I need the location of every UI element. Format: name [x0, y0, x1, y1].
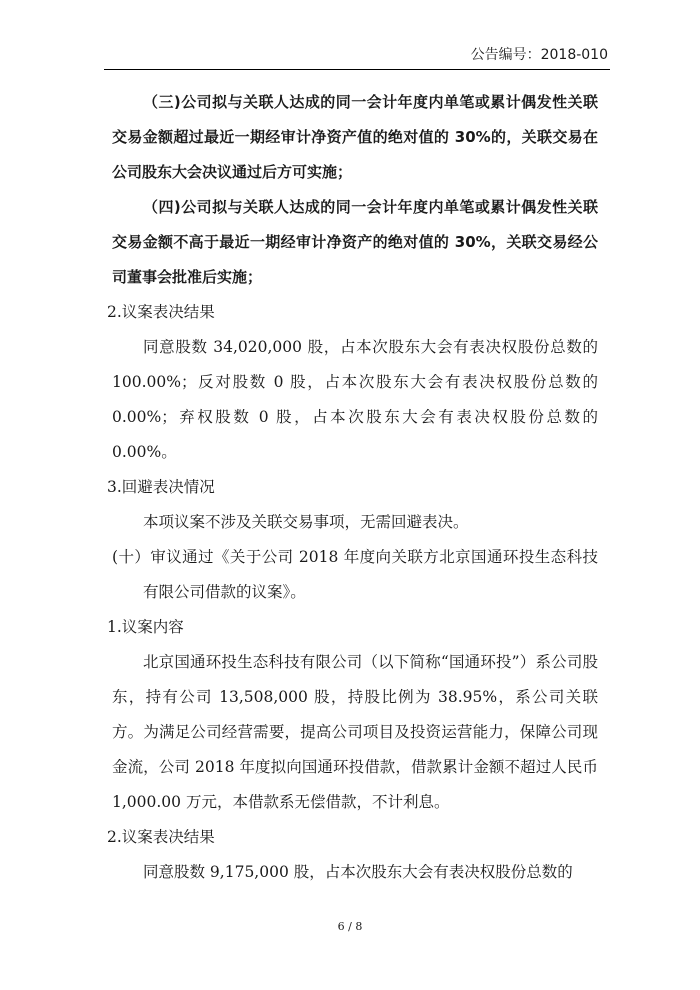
section-heading-recusal: 3.回避表决情况 — [107, 478, 215, 496]
section-heading-vote-result-2: 2.议案表决结果 — [107, 828, 215, 846]
agenda-item-ten: (十）审议通过《关于公司 2018 年度向关联方北京国通环投生态科技有限公司借款的议案》。 — [112, 548, 598, 601]
vote-result-paragraph: 同意股数 34,020,000 股，占本次股东大会有表决权股份总数的 100.00%；反对股数 0 股，占本次股东大会有表决权股份总数的 0.00%；弃权股数 0 股，占本次股东大会有表决权股份总数的 0.00%。 — [112, 338, 598, 461]
page-body — [107, 85, 598, 890]
clause-four: （四)公司拟与关联人达成的同一会计年度内单笔或累计偶发性关联交易金额不高于最近一期经审计净资产的绝对值的 30%，关联交易经公司董事会批准后实施； — [112, 198, 598, 286]
recusal-paragraph: 本项议案不涉及关联交易事项，无需回避表决。 — [143, 513, 469, 531]
proposal-content-paragraph: 北京国通环投生态科技有限公司（以下简称“国通环投”）系公司股东，持有公司 13,508,000 股，持股比例为 38.95%，系公司关联方。为满足公司经营需要，提高公司项目及投资运营能力，保障公司现金流，公司 2018 年度拟向国通环投借款，借款累计金额不超过人民币 1,000.00 万元，本借款系无偿借款，不计利息。 — [112, 653, 598, 811]
clause-three: （三)公司拟与关联人达成的同一会计年度内单笔或累计偶发性关联交易金额超过最近一期经审计净资产值的绝对值的 30%的，关联交易在公司股东大会决议通过后方可实施； — [112, 93, 598, 181]
section-heading-vote-result: 2.议案表决结果 — [107, 303, 215, 321]
vote-result-paragraph-2: 同意股数 9,175,000 股，占本次股东大会有表决权股份总数的 — [143, 863, 573, 881]
section-heading-content: 1.议案内容 — [107, 618, 184, 636]
page-number: 6 / 8 — [337, 920, 363, 933]
document-number: 公告编号：2018-010 — [470, 47, 608, 63]
header-rule — [104, 69, 610, 70]
